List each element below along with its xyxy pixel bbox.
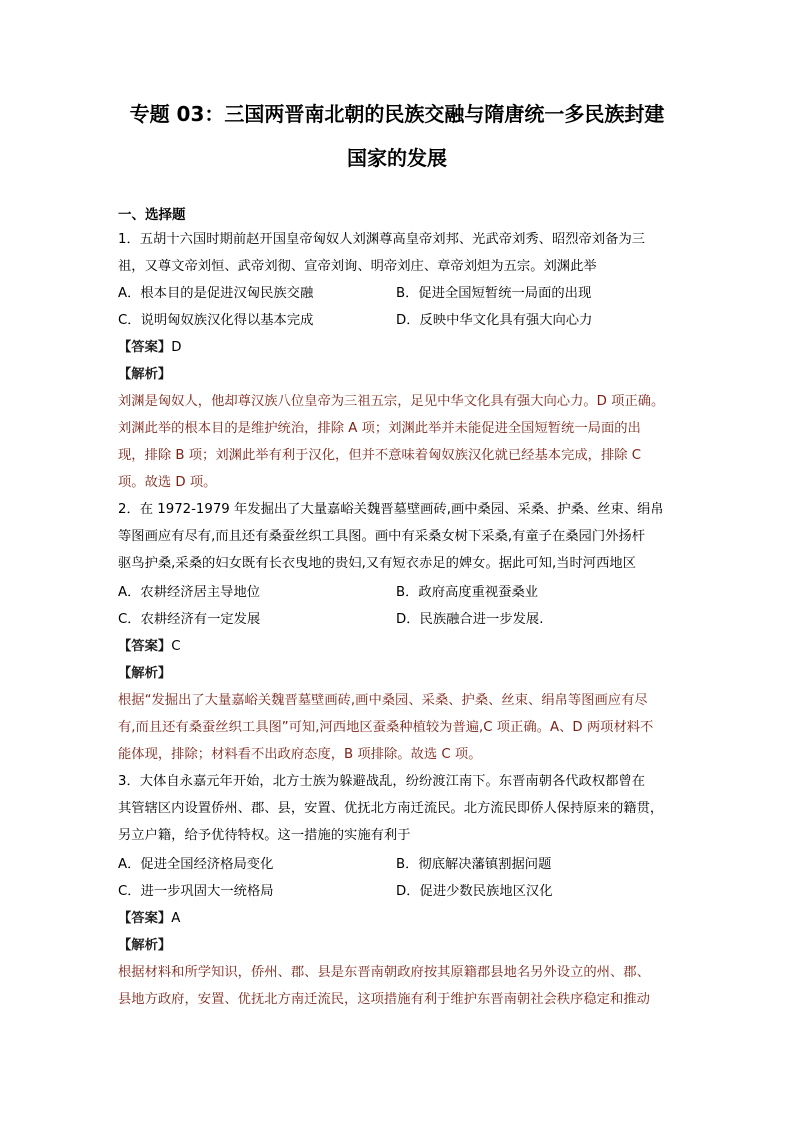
question-2-option-a: A．农耕经济居主导地位 [118,585,261,600]
question-2-option-c: C．农耕经济有一定发展 [118,612,261,627]
question-1-analysis-line: 刘渊是匈奴人，他却尊汉族八位皇帝为三祖五宗，足见中华文化具有强大向心力。D 项正确。 [118,394,665,409]
question-1-stem-line: 1．五胡十六国时期前赵开国皇帝匈奴人刘渊尊高皇帝刘邦、光武帝刘秀、昭烈帝刘备为三 [118,232,646,247]
answer-value: D [171,340,182,355]
question-2-analysis-line: 能体现，排除；材料看不出政府态度，B 项排除。故选 C 项。 [118,747,482,762]
answer-tag: 【答案】 [118,639,172,654]
question-2-analysis-tag: 【解析】 [118,666,172,681]
question-3-option-a: A．促进全国经济格局变化 [118,857,274,872]
question-3-option-c: C．进一步巩固大一统格局 [118,884,274,899]
question-3-option-b: B．彻底解决藩镇割据问题 [396,857,552,872]
question-3-analysis-line: 县地方政府，安置、优抚北方南迁流民，这项措施有利于维护东晋南朝社会秩序稳定和推动 [118,992,650,1007]
question-1-option-c: C．说明匈奴族汉化得以基本完成 [118,313,314,328]
question-1-option-b: B．促进全国短暂统一局面的出现 [396,286,592,301]
question-1-option-d: D．反映中华文化具有强大向心力 [396,313,593,328]
question-2-analysis-line: 有,而且还有桑蚕丝织工具图”可知,河西地区蚕桑种植较为普遍,C 项正确。A、D 两项材料不 [118,720,654,735]
question-2-option-d: D．民族融合进一步发展. [396,612,544,627]
question-3-stem-line: 其管辖区内设置侨州、郡、县，安置、优抚北方南迁流民。北方流民即侨人保持原来的籍贯， [118,801,664,816]
question-2-stem-line: 驱鸟护桑,采桑的妇女既有长衣曳地的贵妇,又有短衣赤足的婢女。据此可知,当时河西地区 [118,556,636,571]
document-title-line-1: 专题 03：三国两晋南北朝的民族交融与隋唐统一多民族封建 [129,102,665,126]
question-2-analysis-line: 根据“发掘出了大量嘉峪关魏晋墓壁画砖,画中桑园、采桑、护桑、丝束、绢帛等图画应有尽 [118,693,648,708]
answer-tag: 【答案】 [118,911,172,926]
question-1-analysis-line: 刘渊此举的根本目的是维护统治，排除 A 项；刘渊此举并未能促进全国短暂统一局面的出 [118,421,641,436]
question-3-stem-line: 另立户籍，给予优待特权。这一措施的实施有利于 [118,828,411,843]
answer-value: C [171,639,181,654]
question-3-analysis-tag: 【解析】 [118,938,172,953]
answer-value: A [171,911,181,926]
question-3-analysis-line: 根据材料和所学知识，侨州、郡、县是东晋南朝政府按其原籍郡县地名另外设立的州、郡、 [118,965,650,980]
question-2-stem-line: 等图画应有尽有,而且还有桑蚕丝织工具图。画中有采桑女树下采桑,有童子在桑园门外扬杆 [118,529,646,544]
question-1-answer [118,339,181,357]
question-2-answer [118,638,180,656]
question-1-analysis-tag: 【解析】 [118,367,172,382]
question-3-stem-line: 3．大体自永嘉元年开始，北方士族为躲避战乱，纷纷渡江南下。东晋南朝各代政权都曾在 [118,774,646,789]
question-1-stem-line: 祖，又尊文帝刘恒、武帝刘彻、宣帝刘询、明帝刘庄、章帝刘炟为五宗。刘渊此举 [118,259,597,274]
document-title-line-2: 国家的发展 [347,146,447,170]
question-1-analysis-line: 现，排除 B 项；刘渊此举有利于汉化，但并不意味着匈奴族汉化就已经基本完成，排除 C [118,448,642,463]
answer-tag: 【答案】 [118,340,172,355]
question-1-analysis-line: 项。故选 D 项。 [118,475,217,490]
question-3-answer [118,910,180,928]
question-3-option-d: D．促进少数民族地区汉化 [396,884,553,899]
question-1-option-a: A．根本目的是促进汉匈民族交融 [118,286,314,301]
question-2-option-b: B．政府高度重视蚕桑业 [396,585,539,600]
section-heading: 一、选择题 [118,207,186,223]
question-2-stem-line: 2．在 1972-1979 年发掘出了大量嘉峪关魏晋墓壁画砖,画中桑园、采桑、护桑、丝束、绢帛 [118,502,664,517]
